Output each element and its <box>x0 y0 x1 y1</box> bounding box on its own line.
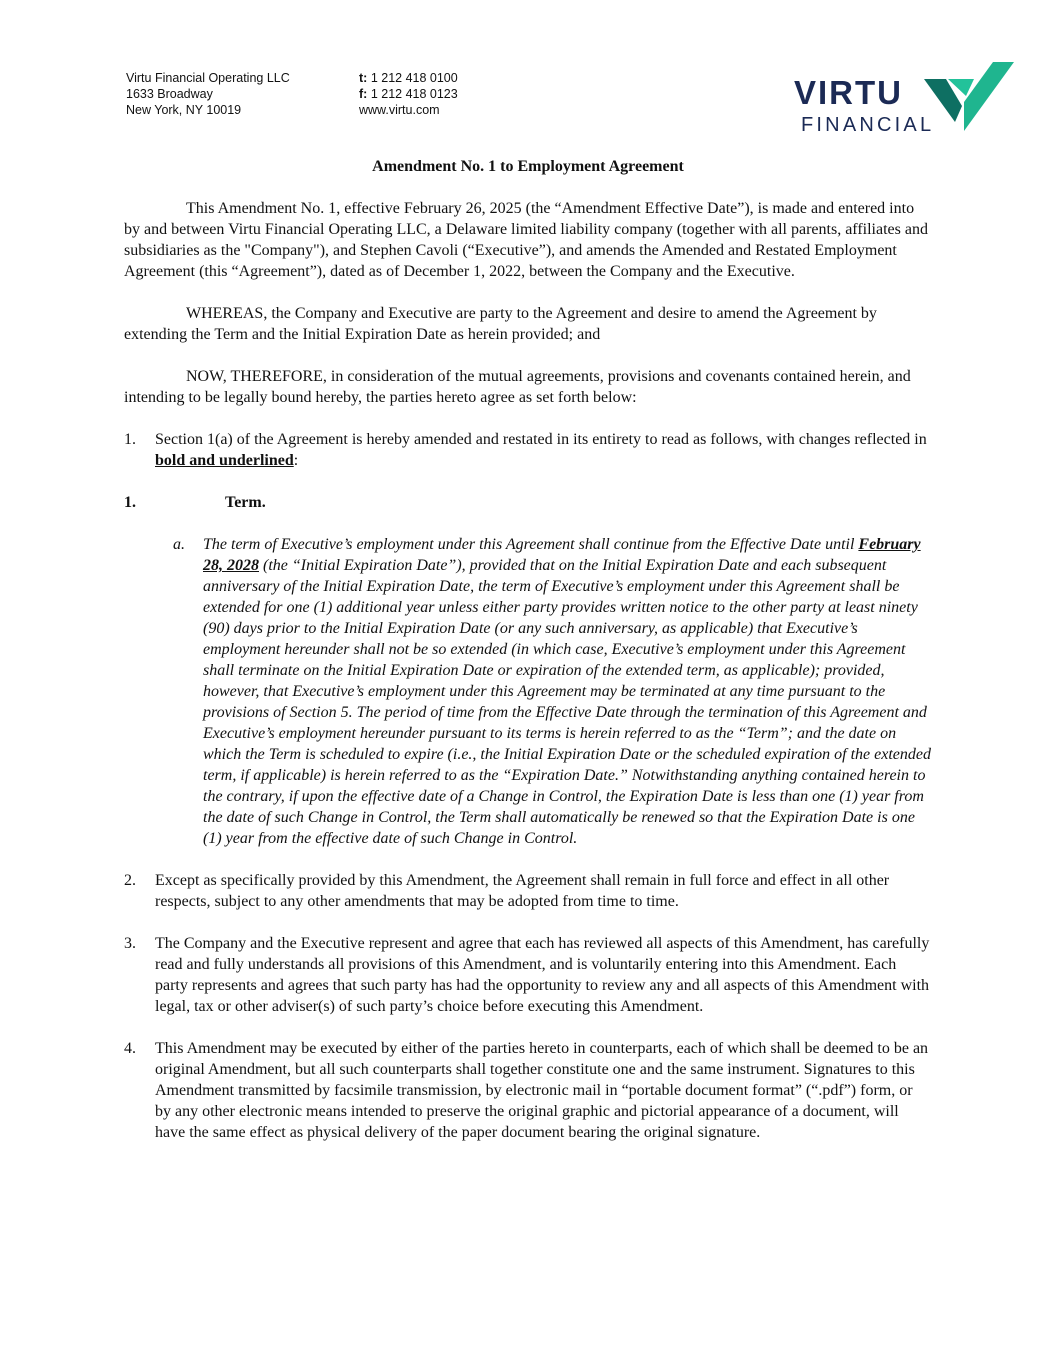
list-number: 1. <box>124 431 136 448</box>
phone-number: 1 212 418 0100 <box>370 71 458 85</box>
virtu-financial-logo <box>792 60 1017 136</box>
phone-label: t: <box>359 71 368 85</box>
section-number: 1. <box>124 494 136 511</box>
item-text: This Amendment may be executed by either of the parties hereto in counterparts, each of which shall be deemed to be an original Amendment, but all such counterparts shall together constitute one and the same instrument. Signatures to this Amendment transmitted by facsimile transmission, by electronic mail in “portable document format” (“.pdf”) form, or by any other electronic means intended to preserve the original graphic and pictorial appearance of a document, will have the same effect as physical delivery of the paper document bearing the original signature. <box>155 1040 929 1141</box>
item-text: Section 1(a) of the Agreement is hereby amended and restated in its entirety to read as follows, with changes reflected in <box>155 431 927 448</box>
letterhead-address <box>126 70 290 118</box>
item-text-end: : <box>293 452 299 469</box>
fax-number: 1 212 418 0123 <box>370 87 458 101</box>
item-text: Except as specifically provided by this Amendment, the Agreement shall remain in full force and effect in all other respects, subject to any other amendments that may be adopted from time to time. <box>155 872 890 910</box>
fax-line <box>359 86 458 102</box>
logo-chevron-accent <box>964 62 1014 131</box>
logo-text-bottom: FINANCIAL <box>801 114 935 136</box>
subsection-emphasis-date: February 28, 2028 <box>203 536 921 574</box>
section-heading <box>124 492 932 513</box>
subsection-text: The term of Executive’s employment under this Agreement shall continue from the Effective Date until <box>203 536 859 553</box>
list-number: 3. <box>124 935 136 952</box>
phone-line <box>359 70 458 86</box>
document-title: Amendment No. 1 to Employment Agreement <box>372 158 684 175</box>
list-number: 4. <box>124 1040 136 1057</box>
item-emphasis: bold and underlined <box>155 452 294 469</box>
subsection-a <box>124 534 932 849</box>
letterhead-contact <box>359 70 458 118</box>
list-item-3 <box>124 933 932 1017</box>
fax-label: f: <box>359 87 368 101</box>
now-therefore-paragraph: NOW, THEREFORE, in consideration of the mutual agreements, provisions and covenants contained herein, and intending to be legally bound hereby, the parties hereto agree as set forth below: <box>124 368 911 406</box>
item-text: The Company and the Executive represent and agree that each has reviewed all aspects of this Amendment, has carefully read and fully understands all provisions of this Amendment, and is voluntarily entering into this Amendment. Each party represents and agrees that such party has had the opportunity to review any and all aspects of this Amendment with legal, tax or other adviser(s) of such party’s choice before executing this Amendment. <box>155 935 930 1015</box>
list-item-2 <box>124 870 932 912</box>
website: www.virtu.com <box>359 103 440 117</box>
intro-paragraph: This Amendment No. 1, effective February 26, 2025 (the “Amendment Effective Date”), is made and entered into by and between Virtu Financial Operating LLC, a Delaware limited liability company (together with all parents, affiliates and subsidiaries as the "Company"), and Stephen Cavoli (“Executive”), and amends the Amended and Restated Employment Agreement (this “Agreement”), dated as of December 1, 2022, between the Company and the Executive. <box>124 200 928 280</box>
whereas-paragraph: WHEREAS, the Company and Executive are party to the Agreement and desire to amend the Agreement by extending the Term and the Initial Expiration Date as herein provided; and <box>124 305 877 343</box>
subsection-letter: a. <box>173 536 185 553</box>
list-number: 2. <box>124 872 136 889</box>
address-line-2: New York, NY 10019 <box>126 103 242 117</box>
list-item-4 <box>124 1038 932 1143</box>
subsection-text-rest: (the “Initial Expiration Date”), provided that on the Initial Expiration Date and each subsequent anniversary of the Initial Expiration Date, the term of Executive’s employment under this Agreement shall be extended for one (1) additional year unless either party provides written notice to the other party at least ninety (90) days prior to the Initial Expiration Date (or any such anniversary, as applicable) that Executive’s employment hereunder shall not be so extended (in which case, Executive’s employment under this Agreement shall terminate on the Initial Expiration Date or expiration of the extended term, as applicable); provided, however, that Executive’s employment under this Agreement may be terminated at any time pursuant to the provisions of Section 5. The period of time from the Effective Date through the termination of this Agreement and Executive’s employment hereunder pursuant to its terms is herein referred to as the “Term”; and the date on which the Term is scheduled to expire (i.e., the Initial Expiration Date or the scheduled expiration of the extended term, if applicable) is herein referred to as the “Expiration Date.” Notwithstanding anything contained herein to the contrary, if upon the effective date of a Change in Control, the Expiration Date is less than one (1) year from the date of such Change in Control, the Term shall automatically be renewed so that the Expiration Date is one (1) year from the effective date of such Change in Control. <box>203 557 931 847</box>
address-line-1: 1633 Broadway <box>126 87 213 101</box>
section-title: Term. <box>225 494 266 511</box>
logo-text-top: VIRTU <box>794 74 903 111</box>
company-name: Virtu Financial Operating LLC <box>126 71 290 85</box>
list-item-1 <box>124 429 932 471</box>
document-body <box>124 156 932 1164</box>
